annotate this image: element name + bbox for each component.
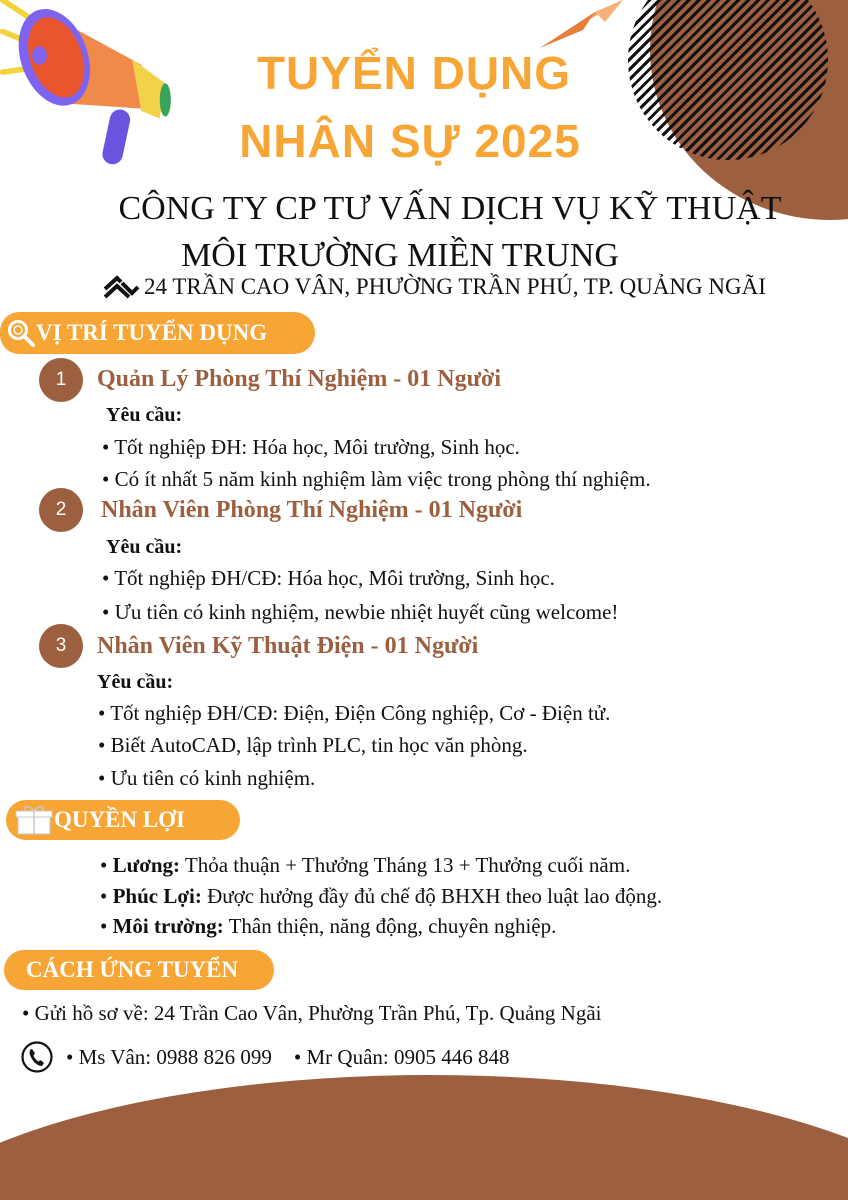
phone-icon <box>20 1040 54 1074</box>
search-icon <box>6 318 36 348</box>
contact-row <box>20 1040 509 1074</box>
position-title: Nhân Viên Kỹ Thuật Điện - 01 Người <box>97 633 479 659</box>
paper-plane-icon <box>535 0 625 50</box>
apply-address: • Gửi hồ sơ về: 24 Trần Cao Vân, Phường Trần Phú, Tp. Quảng Ngãi <box>22 1001 602 1025</box>
requirement-item: • Tốt nghiệp ĐH: Hóa học, Môi trường, Sinh học. <box>102 435 520 459</box>
section-title: QUYỀN LỢI <box>54 807 185 832</box>
benefit-item: • Môi trường: Thân thiện, năng động, chuyên nghiệp. <box>100 914 557 938</box>
section-title: CÁCH ỨNG TUYỂN <box>26 957 239 982</box>
decorative-brown-shape-bottom <box>0 1075 848 1200</box>
requirement-item: • Biết AutoCAD, lập trình PLC, tin học văn phòng. <box>98 733 528 757</box>
benefit-label: Môi trường: <box>112 914 224 938</box>
company-name-line2: MÔI TRƯỜNG MIỀN TRUNG <box>181 237 619 274</box>
requirement-item: • Ưu tiên có kinh nghiệm. <box>98 766 316 790</box>
benefit-text: Được hưởng đầy đủ chế độ BHXH theo luật lao động. <box>201 884 663 908</box>
requirements-label: Yêu cầu: <box>97 671 174 693</box>
address-logo-icon <box>102 275 140 299</box>
requirement-item: • Tốt nghiệp ĐH/CĐ: Hóa học, Môi trường, Sinh học. <box>102 566 555 590</box>
section-header-positions <box>0 312 315 354</box>
requirement-item: • Có ít nhất 5 năm kinh nghiệm làm việc trong phòng thí nghiệm. <box>102 467 651 491</box>
benefit-item: • Lương: Thỏa thuận + Thưởng Tháng 13 + Thưởng cuối năm. <box>100 853 631 877</box>
section-header-apply <box>4 950 274 990</box>
gift-box-icon <box>14 804 54 836</box>
benefit-label: Phúc Lợi: <box>112 884 202 908</box>
company-address <box>102 274 766 300</box>
page-title-line1: TUYỂN DỤNG <box>256 47 572 99</box>
contact-phone[interactable]: • Ms Vân: 0988 826 099 <box>66 1044 272 1069</box>
section-title: VỊ TRÍ TUYỂN DỤNG <box>36 320 268 345</box>
requirement-item: • Tốt nghiệp ĐH/CĐ: Điện, Điện Công nghiệp, Cơ - Điện tử. <box>98 701 611 725</box>
section-header-benefits <box>6 800 240 840</box>
contact-phone[interactable]: • Mr Quân: 0905 446 848 <box>293 1044 510 1069</box>
benefit-item: • Phúc Lợi: Được hưởng đầy đủ chế độ BHXH theo luật lao động. <box>100 884 663 908</box>
page-title-line2: NHÂN SỰ 2025 <box>239 115 581 167</box>
benefit-text: Thỏa thuận + Thưởng Tháng 13 + Thưởng cuối năm. <box>180 853 631 877</box>
position-title: Nhân Viên Phòng Thí Nghiệm - 01 Người <box>101 497 523 523</box>
requirements-label: Yêu cầu: <box>106 536 183 558</box>
requirement-item: • Ưu tiên có kinh nghiệm, newbie nhiệt huyết cũng welcome! <box>102 600 619 624</box>
position-number-badge: 3 <box>39 624 83 668</box>
requirements-label: Yêu cầu: <box>106 404 183 426</box>
position-title: Quản Lý Phòng Thí Nghiệm - 01 Người <box>97 366 501 392</box>
company-name-line1: CÔNG TY CP TƯ VẤN DỊCH VỤ KỸ THUẬT <box>118 190 782 227</box>
position-number-badge: 1 <box>39 358 83 402</box>
position-number-badge: 2 <box>39 488 83 532</box>
benefit-text: Thân thiện, năng động, chuyên nghiệp. <box>223 914 557 938</box>
benefit-label: Lương: <box>112 853 181 877</box>
address-text: 24 TRẦN CAO VÂN, PHƯỜNG TRẦN PHÚ, TP. QUẢNG NGÃI <box>144 274 766 299</box>
